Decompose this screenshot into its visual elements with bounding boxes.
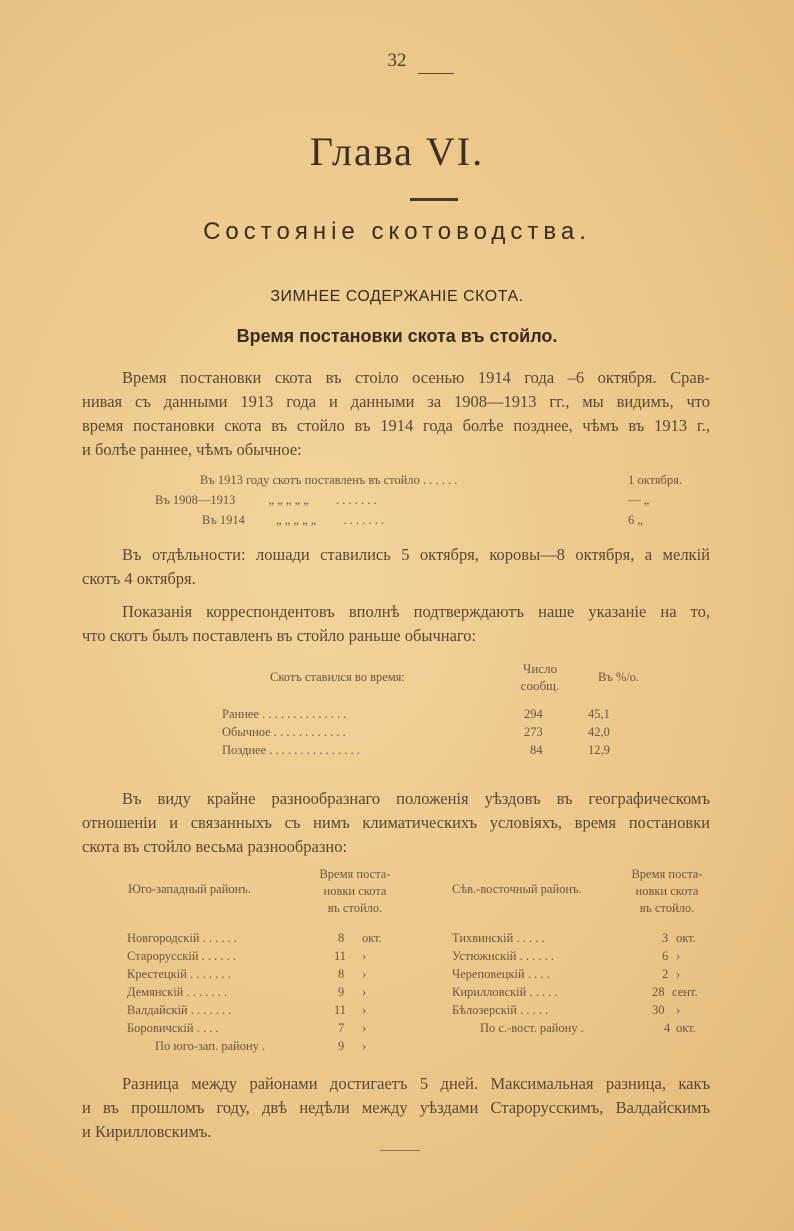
years-row-value: 1 октября. — [628, 473, 683, 487]
district-name: Демянскiй — [127, 985, 184, 999]
district-unit: › — [676, 1003, 681, 1017]
district-row — [127, 1021, 219, 1036]
corr-row-label: Позднее — [222, 743, 267, 757]
corr-header-count-line: Число — [522, 661, 558, 676]
districts-left-header: Юго-западный районъ. — [128, 882, 251, 896]
years-row-value: — „ — [628, 493, 650, 507]
chapter-rule — [410, 198, 458, 201]
district-row — [452, 949, 554, 964]
paragraph-line: Время постановки скота въ стоiло осенью 1914 года –6 октября. Срав- — [122, 368, 710, 387]
corr-row — [222, 707, 346, 722]
district-day: 8 — [338, 967, 345, 981]
district-unit: окт. — [676, 1021, 696, 1035]
district-dots: . . . . . . . — [186, 985, 228, 999]
district-day: 3 — [662, 931, 669, 945]
district-row — [452, 931, 545, 946]
years-row-text: году скотъ поставленъ въ стойло — [246, 473, 420, 487]
subheading: ЗИМНЕЕ СОДЕРЖАНIЕ СКОТА. — [270, 288, 524, 305]
district-name: Валдайскiй — [127, 1003, 188, 1017]
paragraph-5 — [82, 1072, 710, 1144]
district-day: 8 — [338, 931, 345, 945]
paragraph-3 — [82, 600, 710, 648]
page-number-rule — [418, 73, 454, 74]
district-dots: . . . . . — [520, 1003, 549, 1017]
corr-row-dots: . . . . . . . . . . . . . . . — [269, 743, 360, 757]
district-name: Устюжнскiй — [452, 949, 517, 963]
time-header-line: новки скота — [635, 884, 699, 898]
section-title: Состоянiе скотоводства. — [203, 218, 591, 245]
paragraph-2 — [82, 543, 710, 591]
corr-row-pct: 45,1 — [588, 707, 610, 721]
years-row-prefix: Въ 1908—1913 — [155, 493, 236, 507]
district-row — [155, 1039, 265, 1054]
districts-right-time-header — [612, 866, 722, 917]
years-row-dots: . . . . . . . — [343, 513, 385, 527]
paragraph-line: Разница между районами достигаетъ 5 дней. Максимальная разница, какъ — [122, 1074, 710, 1093]
corr-row-pct: 42,0 — [588, 725, 610, 739]
time-header-line: Время поста- — [319, 867, 391, 881]
corr-row-label: Обычное — [222, 725, 271, 739]
district-name: По юго-зап. району — [155, 1039, 259, 1053]
district-unit: › — [362, 967, 367, 981]
years-row — [202, 513, 384, 528]
district-row — [127, 967, 231, 982]
years-row-text: „ „ „ „ „ — [276, 513, 317, 527]
page-number: 32 — [387, 50, 407, 71]
district-day: 2 — [662, 967, 669, 981]
district-row — [452, 985, 558, 1000]
time-header-line: новки скота — [323, 884, 387, 898]
district-dots: . . . . . . . — [190, 967, 231, 981]
corr-row-label: Раннее — [222, 707, 259, 721]
district-unit: › — [362, 1003, 367, 1017]
district-name: Старорусскiй — [127, 949, 199, 963]
time-header-line: въ стойло. — [639, 901, 695, 915]
district-row — [127, 931, 237, 946]
district-day: 4 — [664, 1021, 671, 1035]
districts-right-header: Сѣв.-восточный районъ. — [452, 882, 582, 896]
corr-row — [222, 743, 360, 758]
district-day: 11 — [334, 1003, 347, 1017]
district-row — [452, 967, 550, 982]
years-row-prefix: Въ 1913 — [200, 473, 243, 487]
district-dots: . . . . . . . — [190, 1003, 232, 1017]
district-name: Крестецкiй — [127, 967, 187, 981]
corr-header-count — [510, 660, 570, 694]
years-row-dots: . . . . . . — [422, 473, 458, 487]
corr-row-dots: . . . . . . . . . . . . . . — [262, 707, 347, 721]
district-dots: . . . . . . — [202, 931, 238, 945]
paragraph-line: Въ виду крайне разнообразнаго положенiя уѣздовъ въ географическомъ — [122, 789, 710, 808]
paragraph-4 — [82, 787, 710, 859]
district-dots: . — [580, 1021, 584, 1035]
corr-row-pct: 12,9 — [588, 743, 610, 757]
district-day: 30 — [652, 1003, 665, 1017]
corr-row-count: 294 — [524, 707, 543, 721]
district-day: 11 — [334, 949, 347, 963]
district-row — [127, 1003, 231, 1018]
district-unit: › — [362, 985, 367, 999]
corr-header-pct: Въ %/о. — [598, 670, 640, 684]
district-day: 6 — [662, 949, 669, 963]
years-row — [200, 473, 457, 488]
district-name: Новгородскiй — [127, 931, 200, 945]
paragraph-line: скота въ стойло весьма разнообразно: — [82, 837, 348, 856]
paragraph-line: Показанiя корреспондентовъ вполнѣ подтверждаютъ наше указанiе на то, — [122, 602, 710, 621]
district-unit: › — [676, 949, 681, 963]
paragraph-line: время постановки скота въ стойло въ 1914 года болѣе позднее, чѣмъ въ 1913 г., — [82, 416, 710, 435]
paragraph-line: скотъ 4 октября. — [82, 569, 196, 588]
district-day: 9 — [338, 1039, 345, 1053]
district-unit: › — [676, 967, 681, 981]
district-dots: . . . . . . — [201, 949, 237, 963]
corr-header-count-line: сообщ. — [520, 678, 560, 693]
subheading-time: Время постановки скота въ стойло. — [236, 326, 558, 346]
years-row-text: „ „ „ „ „ — [268, 493, 309, 507]
time-header-line: въ стойло. — [327, 901, 383, 915]
district-day: 28 — [652, 985, 665, 999]
district-unit: сент. — [672, 985, 698, 999]
paragraph-1 — [82, 366, 710, 462]
district-unit: › — [362, 1021, 367, 1035]
district-row — [480, 1021, 584, 1036]
district-day: 9 — [338, 985, 345, 999]
district-dots: . . . . . — [516, 931, 545, 945]
district-dots: . . . . — [527, 967, 550, 981]
district-unit: окт. — [362, 931, 382, 945]
years-row-value: 6 „ — [628, 513, 643, 527]
paragraph-line: и въ прошломъ году, двѣ недѣли между уѣздами Старорусскимъ, Валдайскимъ — [82, 1098, 710, 1117]
districts-left-time-header — [305, 866, 405, 917]
corr-row-count: 84 — [530, 743, 543, 757]
paragraph-line: Въ отдѣльности: лошади ставились 5 октября, коровы—8 октября, а мелкiй — [122, 545, 710, 564]
district-dots: . . . . . . — [519, 949, 554, 963]
paragraph-line: и болѣе раннее, чѣмъ обычное: — [82, 440, 302, 459]
paragraph-line: отношенiи и связанныхъ съ нимъ климатическихъ условiяхъ, время постановки — [82, 813, 710, 832]
paragraph-line: что скотъ былъ поставленъ въ стойло раньше обычнаго: — [82, 626, 477, 645]
chapter-title: Глава VI. — [309, 129, 485, 174]
years-row-prefix: Въ 1914 — [202, 513, 245, 527]
corr-row — [222, 725, 346, 740]
years-row — [155, 493, 377, 508]
district-unit: › — [362, 949, 367, 963]
district-row — [127, 949, 236, 964]
paragraph-line: нивая съ данными 1913 года и данными за 1908—1913 гг., мы видимъ, что — [82, 392, 710, 411]
district-name: Бѣлозерскiй — [452, 1003, 517, 1017]
district-dots: . . . . . — [529, 985, 558, 999]
district-row — [452, 1003, 548, 1018]
corr-row-dots: . . . . . . . . . . . . — [273, 725, 346, 739]
district-day: 7 — [338, 1021, 345, 1035]
paragraph-line: и Кирилловскимъ. — [82, 1122, 212, 1141]
district-unit: окт. — [676, 931, 696, 945]
years-row-dots: . . . . . . . — [335, 493, 377, 507]
district-name: Кирилловскiй — [452, 985, 527, 999]
district-name: Тихвинскiй — [452, 931, 514, 945]
footer-rule — [380, 1150, 420, 1151]
corr-row-count: 273 — [524, 725, 543, 739]
time-header-line: Время поста- — [631, 867, 703, 881]
district-name: Боровичскiй — [127, 1021, 194, 1035]
district-dots: . — [262, 1039, 266, 1053]
district-dots: . . . . — [196, 1021, 219, 1035]
district-name: По с.-вост. району — [480, 1021, 578, 1035]
district-unit: › — [362, 1039, 367, 1053]
district-row — [127, 985, 227, 1000]
corr-header-label: Скотъ ставился во время: — [270, 670, 405, 684]
district-name: Череповецкiй — [452, 967, 525, 981]
